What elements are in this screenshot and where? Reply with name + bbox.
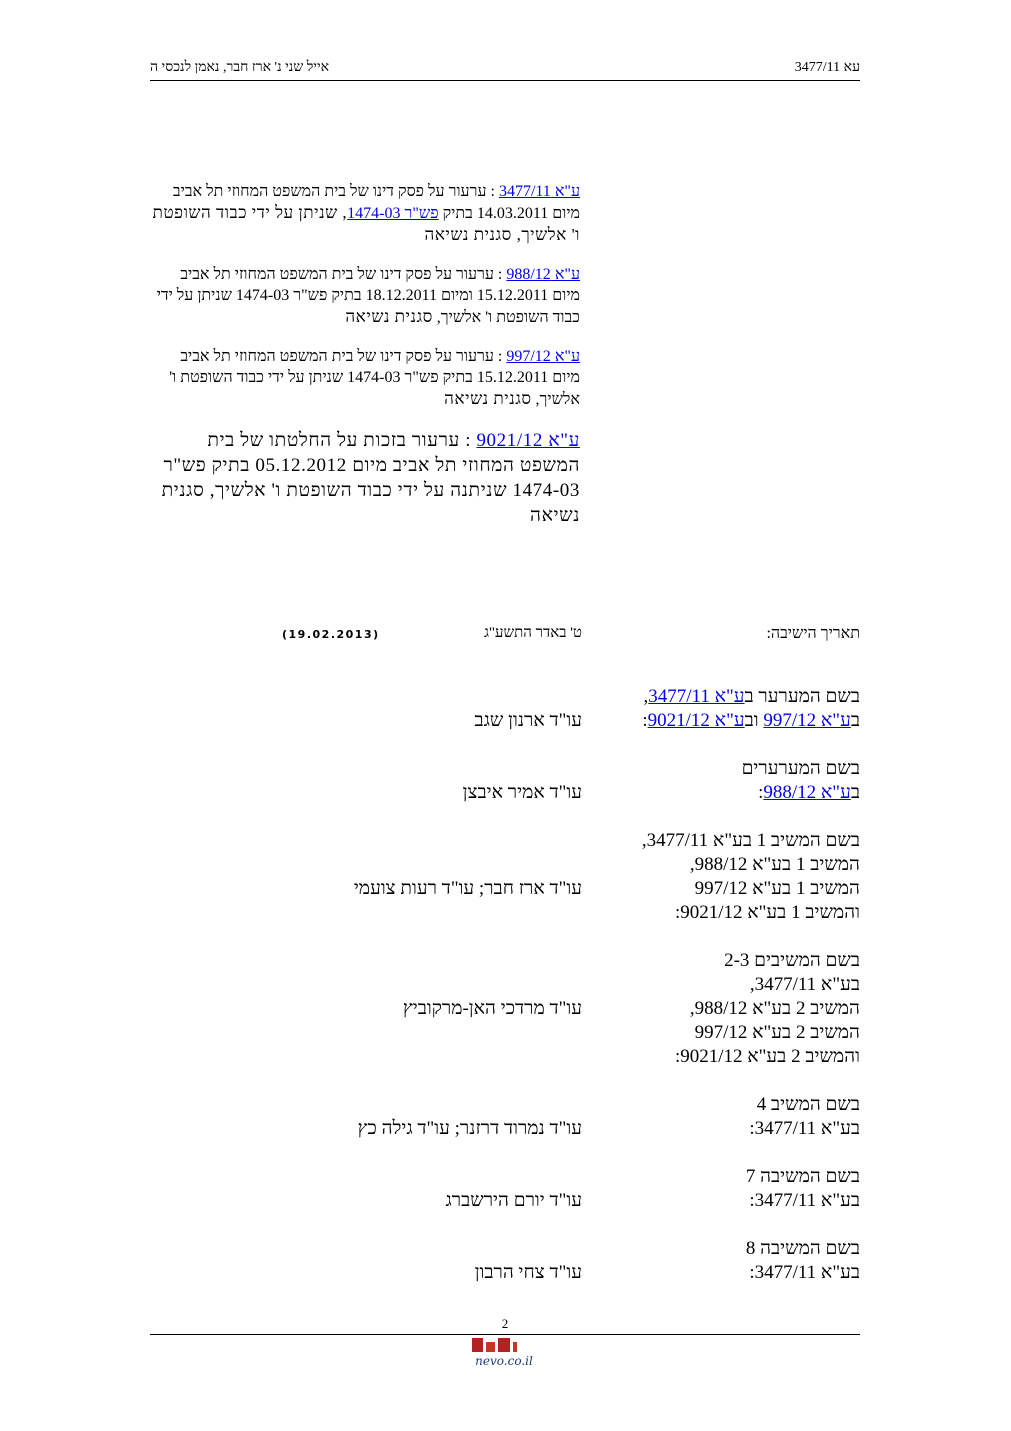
appeal-1-text-b: , שניתן על ידי כבוד השופטת ו' אלשיך, — [152, 203, 580, 244]
appeal-1-bankruptcy-link[interactable]: פש"ר 1474-03 — [347, 205, 439, 222]
appeal-4 — [150, 428, 580, 528]
counsel-name: עו"ד ארנון שגב — [474, 710, 582, 731]
appeal-1-title: סגנית נשיאה — [424, 225, 512, 244]
appeal-2-text: : ערעור על פסק דינו של בית המשפט המחוזי תל אביב מיום 15.12.2011 ומיום 18.12.2011 בתיק פש"ר 1474-03 שניתן על ידי כבוד השופטת ו' אלשיך, — [156, 266, 580, 326]
role-text: ב — [850, 782, 860, 803]
appeal-3-text: : ערעור על פסק דינו של בית המשפט המחוזי תל אביב מיום 15.12.2011 בתיק פש"ר 1474-03 שניתן על ידי כבוד השופטת ו' אלשיך, — [169, 348, 580, 408]
footer-divider — [150, 1334, 860, 1335]
party-respondent-4 — [150, 1093, 860, 1141]
role-text: בשם המערערים — [741, 758, 860, 779]
header-parties-title: אייל שני נ' ארז חבר, נאמן לנכסי ה — [150, 60, 330, 75]
party-role: בשם המשיבה 7 בע"א 3477/11: — [745, 1166, 860, 1211]
appeal-4-text: : ערעור בזכות על החלטתו של בית המשפט המחוזי תל אביב מיום 05.12.2012 בתיק פש"ר 1474-03 שניתנה על ידי כבוד השופטת ו' אלשיך, סגנית נשיאה — [161, 430, 580, 526]
party-respondent-8 — [150, 1237, 860, 1285]
appeal-2-title: סגנית נשיאה — [345, 307, 433, 326]
party-respondents-2-3 — [150, 949, 860, 1069]
counsel-name: עו"ד מרדכי האן-מרקוביץ — [402, 998, 582, 1019]
hearing-date-row — [150, 625, 860, 649]
party-appellants-988 — [150, 757, 860, 805]
svg-text:nevo.co.il: nevo.co.il — [475, 1354, 533, 1368]
case-link-3477[interactable]: ע"א 3477/11 — [648, 686, 745, 707]
appeal-2-link[interactable]: ע"א 988/12 — [506, 266, 580, 283]
party-role: בשם המשיב 1 בע"א 3477/11, המשיב 1 בע"א 988/12, המשיב 1 בע"א 997/12 והמשיב 1 בע"א 9021/12: — [641, 830, 860, 923]
party-role — [600, 757, 860, 805]
counsel-name: עו"ד ארז חבר; עו"ד רעות צועמי — [353, 878, 582, 899]
role-text: : — [758, 782, 764, 803]
role-text: ב — [850, 710, 860, 731]
appeal-1 — [150, 181, 580, 246]
case-link-9021[interactable]: ע"א 9021/12 — [647, 710, 745, 731]
role-text: : — [642, 710, 648, 731]
party-respondent-1 — [150, 829, 860, 925]
case-link-997[interactable]: ע"א 997/12 — [763, 710, 851, 731]
party-role — [600, 685, 860, 733]
header-case-number: עא 3477/11 — [794, 60, 860, 75]
party-role: בשם המשיב 4 בע"א 3477/11: — [749, 1094, 860, 1139]
counsel-name: עו"ד נמרוד דרזנר; עו"ד גילה כץ — [357, 1118, 582, 1139]
case-link-988[interactable]: ע"א 988/12 — [763, 782, 851, 803]
party-respondent-7 — [150, 1165, 860, 1213]
appeal-3-link[interactable]: ע"א 997/12 — [506, 348, 580, 365]
party-role: בשם המשיבים 2-3 בע"א 3477/11, המשיב 2 בע"א 988/12, המשיב 2 בע"א 997/12 והמשיב 2 בע"א 9021/12: — [674, 950, 860, 1067]
counsel-list — [150, 685, 860, 1309]
nevo-logo-icon — [466, 1336, 542, 1370]
party-appellant — [150, 685, 860, 733]
appeals-list — [150, 181, 580, 546]
counsel-name: עו"ד יורם הירשברג — [445, 1190, 582, 1211]
appeal-3 — [150, 346, 580, 410]
hearing-date-label: תאריך הישיבה: — [766, 625, 860, 642]
appeal-1-link[interactable]: ע"א 3477/11 — [498, 183, 580, 200]
counsel-name: עו"ד אמיר איבצן — [462, 782, 582, 803]
role-text: בשם המערער ב — [744, 686, 860, 707]
hearing-hebrew-date: ט' באדר התשע"ג — [483, 625, 582, 641]
appeal-1-text: : ערעור על פסק דינו של בית המשפט המחוזי תל אביב מיום 14.03.2011 בתיק — [172, 183, 580, 222]
page-header — [150, 58, 860, 81]
appeal-3-title: סגנית נשיאה — [444, 389, 532, 408]
appeal-4-link[interactable]: ע"א 9021/12 — [476, 430, 580, 451]
hearing-gregorian-date: (19.02.2013) — [282, 628, 380, 641]
role-text: , — [643, 686, 649, 707]
party-role: בשם המשיבה 8 בע"א 3477/11: — [745, 1238, 860, 1283]
appeal-2 — [150, 264, 580, 328]
counsel-name: עו"ד צחי הרבון — [474, 1262, 582, 1283]
page-number: 2 — [501, 1316, 509, 1331]
role-text: וב — [744, 710, 764, 731]
page-footer — [150, 1316, 860, 1335]
